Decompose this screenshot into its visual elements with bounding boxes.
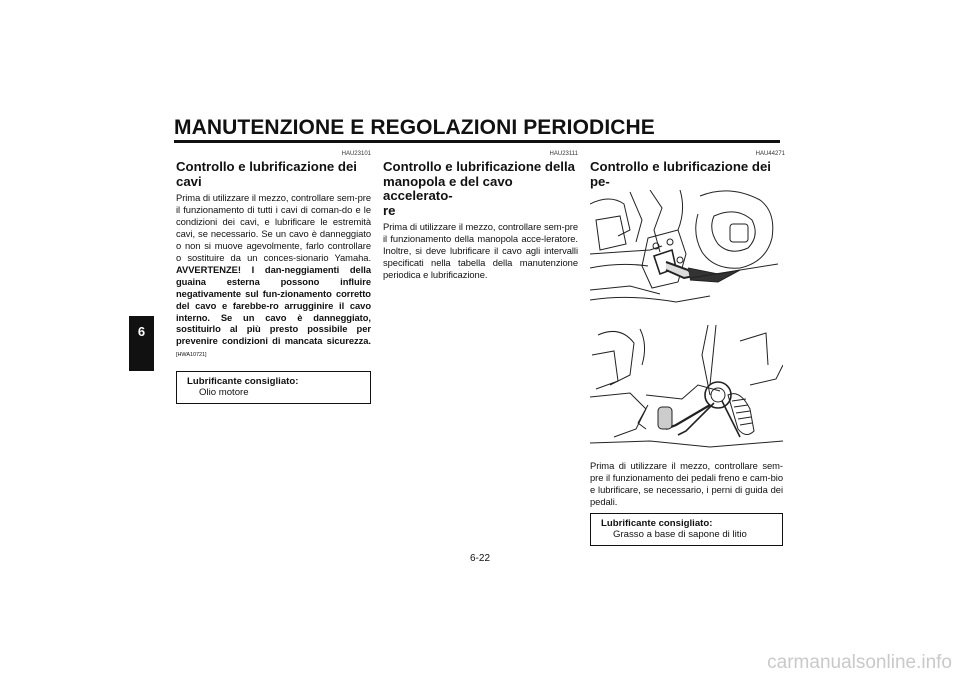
section-body: Prima di utilizzare il mezzo, controllare sem-pre il funzionamento di tutti i cavi di coman-do e le condizioni dei cavi, e lubrificare le estremità cavi, se necessario. Se un cavo è danneggiato o non si muove agevolmente, farlo controllare o sostituire da un conces-sionario Yamaha. AVVERTENZE! I dan-neggiamenti della guaina esterna possono influire negativamente sul fun-zionamento corretto del cavo e farebbe-ro arrugginire il cavo interno. Se un cavo è danneggiato, sostituirlo al più presto possibile per prevenire condizioni di mancata sicurezza. [HWA10721] <box>176 192 371 359</box>
shift-pedal-illustration <box>590 325 783 455</box>
section-code: HAU44271 <box>755 151 785 157</box>
section-code: HAU23111 <box>549 151 578 157</box>
lubricant-box-cables <box>176 371 371 404</box>
lubricant-label: Lubrificante consigliato: <box>187 376 299 387</box>
section-code: HAU23101 <box>341 151 371 157</box>
section-throttle <box>383 150 578 281</box>
section-title: Controllo e lubrificazione della manopola e del cavo accelerato- re <box>383 159 575 218</box>
page-number: 6-22 <box>469 553 490 564</box>
section-cables <box>176 150 371 362</box>
lubricant-value: Olio motore <box>199 387 249 398</box>
lubricant-label: Lubrificante consigliato: <box>601 518 713 529</box>
page-header-title: MANUTENZIONE E REGOLAZIONI PERIODICHE <box>174 116 655 139</box>
section-body: Prima di utilizzare il mezzo, controllare sem-pre il funzionamento dei pedali freno e cam-bio e lubrificare, se necessario, i perni di guida dei pedali. <box>590 460 783 507</box>
section-title: Controllo e lubrificazione dei pe- <box>590 159 771 189</box>
section-body: Prima di utilizzare il mezzo, controllare sem-pre il funzionamento della manopola acce-leratore. Inoltre, si deve lubrificare il cavo agli intervalli specificati nella tabella della manutenzione periodica e lubrificazione. <box>383 221 578 280</box>
warning-text: AVVERTENZE! I dan-neggiamenti della guaina esterna possono influire negativamente sul fun-zionamento corretto del cavo e farebbe-ro arrugginire il cavo interno. Se un cavo è danneggiato, sostituirlo al più presto possibile per prevenire condizioni di mancata sicurezza. <box>176 263 371 347</box>
section-title: Controllo e lubrificazione dei cavi <box>176 159 357 189</box>
chapter-tab-number: 6 <box>137 324 146 339</box>
lubricant-box-pedals <box>590 513 783 546</box>
watermark[interactable]: carmanualsonline.info <box>767 652 952 673</box>
brake-pedal-illustration <box>590 190 783 320</box>
header-rule <box>174 140 780 143</box>
warning-code: [HWA10721] <box>176 352 207 359</box>
lubricant-value: Grasso a base di sapone di litio <box>613 529 747 540</box>
